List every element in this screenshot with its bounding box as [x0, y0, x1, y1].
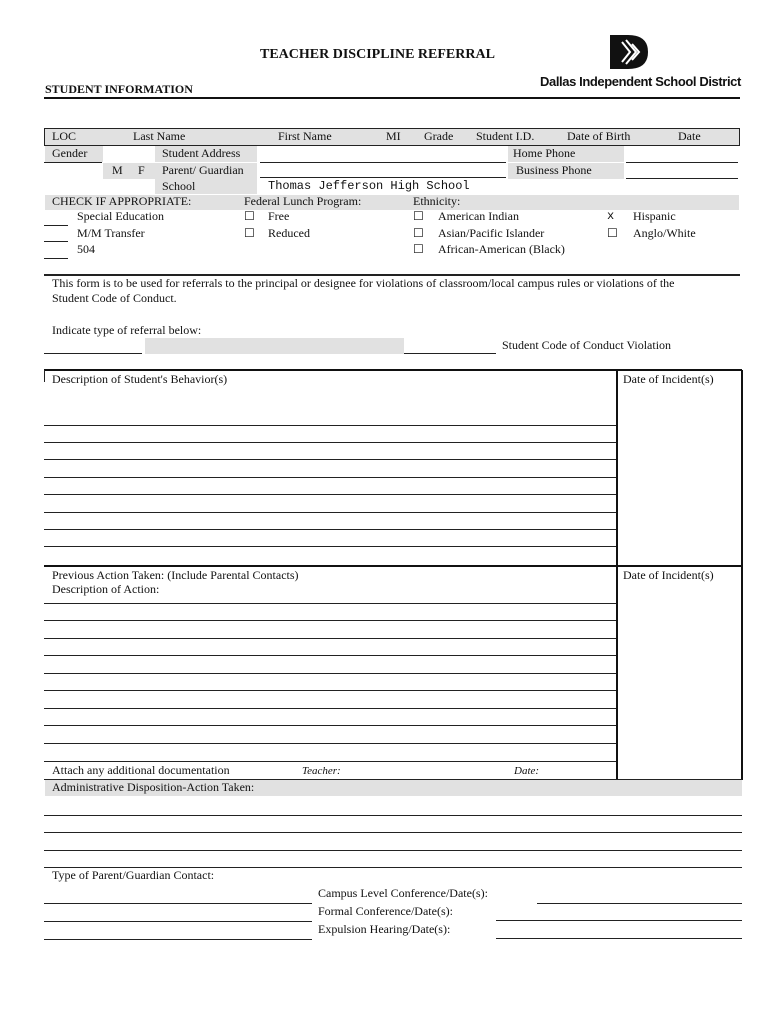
label-previous-action: Previous Action Taken: (Include Parental Contacts) [52, 568, 299, 582]
gender-line [44, 162, 102, 163]
behavior-divider [616, 370, 618, 566]
behavior-line-4[interactable] [44, 477, 616, 478]
previous-right-edge [741, 566, 743, 780]
mm-transfer-blank[interactable] [44, 241, 68, 242]
indicate-referral-label: Indicate type of referral below: [52, 323, 202, 337]
referral-blank-1[interactable] [44, 353, 142, 354]
label-anglo-white: Anglo/White [633, 226, 696, 240]
label-date-of-birth: Date of Birth [567, 129, 631, 143]
parent-line [260, 177, 506, 178]
school-value[interactable]: Thomas Jefferson High School [268, 179, 470, 193]
label-hispanic: Hispanic [633, 209, 676, 223]
label-federal-lunch: Federal Lunch Program: [244, 194, 362, 208]
behavior-line-7[interactable] [44, 529, 616, 530]
label-asian-pacific: Asian/Pacific Islander [438, 226, 545, 240]
label-504: 504 [77, 242, 95, 256]
expulsion-hearing-date-line[interactable] [496, 938, 742, 939]
hispanic-checkbox-checked[interactable]: x [607, 209, 615, 223]
label-business-phone: Business Phone [516, 163, 592, 177]
label-formal-conference: Formal Conference/Date(s): [318, 904, 453, 918]
previous-top-rule [44, 565, 742, 567]
action-line-9[interactable] [44, 743, 616, 744]
action-line-3[interactable] [44, 638, 616, 639]
label-loc: LOC [52, 129, 76, 143]
referral-type-field[interactable] [145, 338, 404, 354]
row1-right-edge [739, 128, 740, 145]
label-date-of-incident-1: Date of Incident(s) [623, 372, 714, 386]
label-campus-conference: Campus Level Conference/Date(s): [318, 886, 488, 900]
previous-divider [616, 566, 618, 780]
label-description-action: Description of Action: [52, 582, 160, 596]
label-f: F [138, 163, 145, 177]
label-teacher: Teacher: [302, 765, 341, 777]
label-ethnicity: Ethnicity: [413, 194, 461, 208]
label-attach-documentation: Attach any additional documentation [52, 763, 230, 777]
campus-conference-date-line[interactable] [537, 903, 742, 904]
intro-text-line2: Student Code of Conduct. [52, 291, 177, 305]
behavior-right-edge [741, 370, 743, 566]
label-african-american: African-American (Black) [438, 242, 565, 256]
disposition-line-2[interactable] [44, 832, 742, 833]
referral-blank-2[interactable] [404, 353, 496, 354]
action-line-8[interactable] [44, 725, 616, 726]
african-american-checkbox[interactable]: ☐ [413, 242, 424, 256]
behavior-line-3[interactable] [44, 459, 616, 460]
behavior-line-8[interactable] [44, 546, 616, 547]
reduced-checkbox[interactable]: ☐ [244, 226, 255, 240]
special-ed-blank[interactable] [44, 225, 68, 226]
behavior-line-1[interactable] [44, 425, 616, 426]
asian-pacific-checkbox[interactable]: ☐ [413, 226, 424, 240]
action-line-5[interactable] [44, 673, 616, 674]
label-date: Date [678, 129, 701, 143]
label-teacher-date: Date: [514, 765, 540, 777]
label-m: M [112, 163, 123, 177]
behavior-line-2[interactable] [44, 442, 616, 443]
504-blank[interactable] [44, 258, 68, 259]
dallas-isd-logo-icon [608, 34, 650, 70]
label-special-education: Special Education [77, 209, 164, 223]
contact-line-1[interactable] [44, 903, 312, 904]
action-line-10[interactable] [44, 761, 616, 762]
label-home-phone: Home Phone [513, 146, 576, 160]
action-line-4[interactable] [44, 655, 616, 656]
behavior-top-rule [44, 369, 742, 371]
section-title: STUDENT INFORMATION [45, 82, 193, 96]
mf-shade [103, 163, 155, 179]
label-admin-disposition: Administrative Disposition-Action Taken: [52, 780, 255, 794]
label-student-address: Student Address [162, 146, 241, 160]
label-free: Free [268, 209, 290, 223]
label-date-of-incident-2: Date of Incident(s) [623, 568, 714, 582]
american-indian-checkbox[interactable]: ☐ [413, 209, 424, 223]
label-student-id: Student I.D. [476, 129, 535, 143]
label-grade: Grade [424, 129, 454, 143]
disposition-line-1[interactable] [44, 815, 742, 816]
label-parent-guardian: Parent/ Guardian [162, 163, 244, 177]
row1-bottom-rule [44, 145, 740, 146]
row1-left-edge [44, 128, 45, 145]
label-american-indian: American Indian [438, 209, 519, 223]
action-line-1[interactable] [44, 603, 616, 604]
label-code-violation: Student Code of Conduct Violation [502, 338, 672, 352]
anglo-white-checkbox[interactable]: ☐ [607, 226, 618, 240]
action-line-6[interactable] [44, 690, 616, 691]
action-line-7[interactable] [44, 708, 616, 709]
header-rule [44, 97, 740, 99]
label-check-if-appropriate: CHECK IF APPROPRIATE: [52, 194, 192, 208]
label-school: School [162, 179, 196, 193]
label-parent-contact: Type of Parent/Guardian Contact: [52, 868, 215, 882]
business-phone-line [626, 178, 738, 179]
district-logo [608, 34, 650, 70]
intro-text-line1: This form is to be used for referrals to the principal or designee for violations of classroom/local campus rules or violations of the [52, 276, 675, 290]
label-gender: Gender [52, 146, 88, 160]
address-line [260, 162, 506, 163]
behavior-line-6[interactable] [44, 512, 616, 513]
disposition-line-3[interactable] [44, 850, 742, 851]
free-checkbox[interactable]: ☐ [244, 209, 255, 223]
label-last-name: Last Name [133, 129, 186, 143]
label-mm-transfer: M/M Transfer [77, 226, 145, 240]
home-phone-line [626, 162, 738, 163]
label-description-behavior: Description of Student's Behavior(s) [52, 372, 228, 386]
behavior-left-edge [44, 370, 45, 382]
contact-line-3[interactable] [44, 939, 312, 940]
formal-conference-date-line[interactable] [496, 920, 742, 921]
label-mi: MI [386, 129, 401, 143]
label-expulsion-hearing: Expulsion Hearing/Date(s): [318, 922, 451, 936]
contact-line-2[interactable] [44, 921, 312, 922]
label-first-name: First Name [278, 129, 332, 143]
label-reduced: Reduced [268, 226, 310, 240]
behavior-line-5[interactable] [44, 494, 616, 495]
action-line-2[interactable] [44, 620, 616, 621]
district-name: Dallas Independent School District [540, 74, 741, 89]
form-title: TEACHER DISCIPLINE REFERRAL [260, 47, 495, 62]
